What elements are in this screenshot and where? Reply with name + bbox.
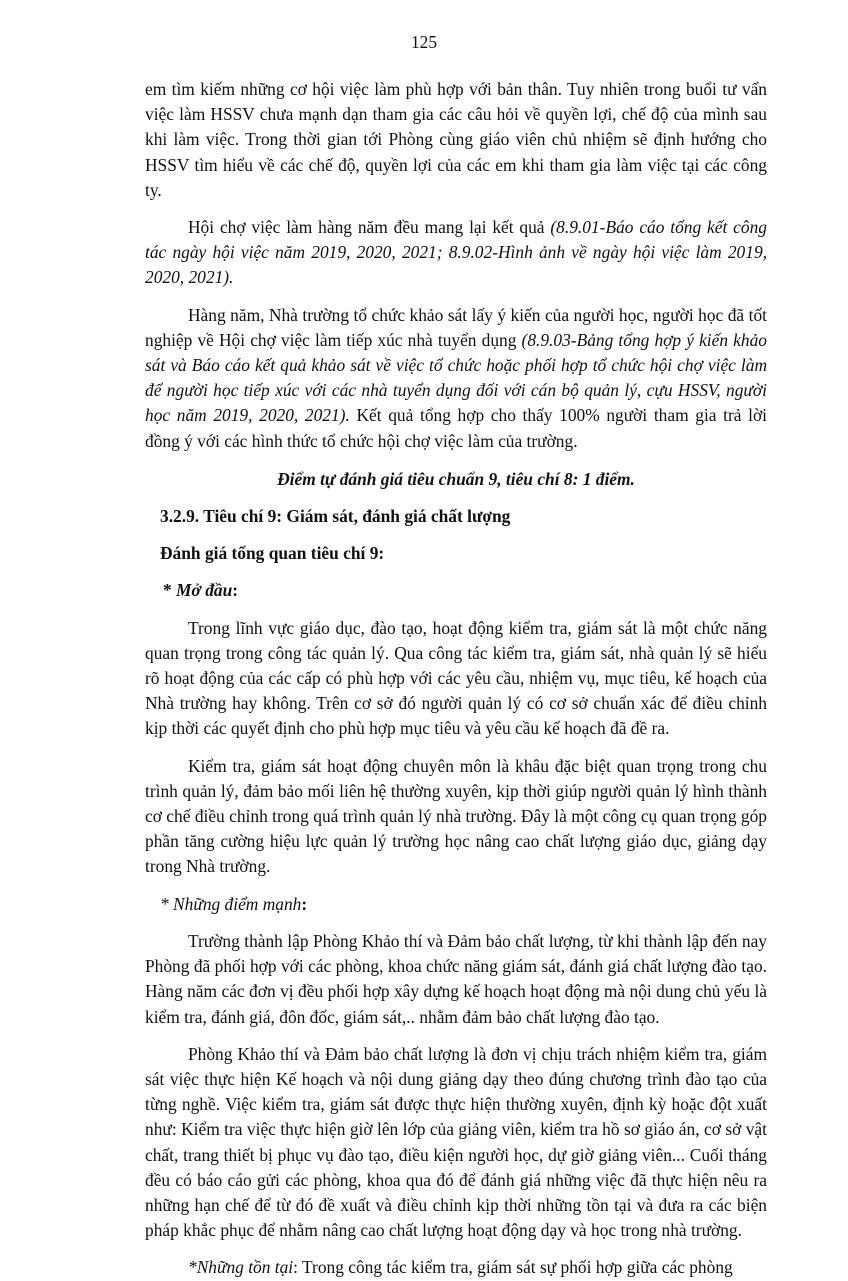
strengths-colon: : — [301, 893, 308, 914]
intro-label — [145, 578, 767, 603]
paragraph-3 — [145, 303, 767, 454]
paragraph-5: Kiểm tra, giám sát hoạt động chuyên môn là khâu đặc biệt quan trọng trong chu trình quản lý, đảm bảo mối liên hệ thường xuyên, kịp thời giúp người quản lý hình thành cơ chế điều chỉnh trong quá trình quản lý nhà trường. Đây là một công cụ quan trọng góp phần tăng cường hiệu lực quản lý trường học nâng cao chất lượng giáo dục, giảng dạy trong Nhà trường. — [145, 755, 767, 877]
intro-label-text: Mở đầu — [176, 580, 233, 601]
intro-colon: : — [232, 580, 239, 601]
paragraph-3-tail: Kết quả tổng hợp cho thấy 100% người tham gia trả lời đồng ý với các hình thức tổ chức hội chợ việc làm của trường. — [145, 405, 767, 451]
paragraph-7: Phòng Khảo thí và Đảm bảo chất lượng là đơn vị chịu trách nhiệm kiểm tra, giám sát việc thực hiện Kế hoạch và nội dung giảng dạy theo đúng chương trình đào tạo của từng nghề. Việc kiểm tra, giám sát được thực hiện thường xuyên, định kỳ hoặc đột xuất như: Kiểm tra việc thực hiện giờ lên lớp của giảng viên, kiểm tra hồ sơ giáo án, cơ sở vật chất, trang thiết bị phục vụ đào tạo, điều kiện người học, dự giờ giảng viên... Cuối tháng đều có báo cáo gửi các phòng, khoa qua đó để đánh giá những việc đã thực hiện nêu ra những hạn chế để từ đó đề xuất và điều chỉnh kịp thời những tồn tại và đưa ra các biện pháp khắc phục để nhằm nâng cao chất lượng hoạt động dạy và học trong nhà trường. — [145, 1043, 767, 1241]
weaknesses-text: : Trong công tác kiểm tra, giám sát sự phối hợp giữa các phòng — [293, 1257, 733, 1278]
paragraph-2-text: Hội chợ việc làm hàng năm đều mang lại kết quả — [188, 217, 551, 238]
paragraph-3-reference: (8.9.03-Bảng tổng hợp ý kiến khảo sát và Báo cáo kết quả khảo sát về việc tổ chức hoặc phối hợp tổ chức hội chợ việc làm để người học tiếp xúc với các nhà tuyển dụng đối với cán bộ quản lý, cựu HSSV, người học năm 2019, 2020, 2021). — [145, 329, 767, 426]
paragraph-3-text: Hàng năm, Nhà trường tổ chức khảo sát lấy ý kiến của người học, người học đã tốt nghiệp về Hội chợ việc làm tiếp xúc nhà tuyển dụng — [145, 304, 767, 350]
strengths-label-text: * Những điểm mạnh — [160, 893, 302, 914]
paragraph-2 — [145, 215, 767, 291]
paragraph-4: Trong lĩnh vực giáo dục, đào tạo, hoạt động kiểm tra, giám sát là một chức năng quan trọng trong công tác quản lý. Qua công tác kiểm tra, giám sát, nhà quản lý sẽ hiểu rõ hoạt động của các cấp có phù hợp với các yêu cầu, nhiệm vụ, mục tiêu, kế hoạch của Nhà trường hay không. Trên cơ sở đó người quản lý có cơ sở chuẩn xác để điều chỉnh kịp thời các quyết định cho phù hợp mục tiêu và yêu cầu kế hoạch đã đề ra. — [145, 617, 767, 739]
intro-star: * — [163, 580, 177, 601]
page-body — [145, 77, 767, 1281]
paragraph-1: em tìm kiếm những cơ hội việc làm phù hợp với bản thân. Tuy nhiên trong buổi tư vấn việc làm HSSV chưa mạnh dạn tham gia các câu hỏi về quyền lợi, chế độ của mình sau khi làm việc. Trong thời gian tới Phòng cùng giáo viên chủ nhiệm sẽ định hướng cho HSSV tìm hiểu về các chế độ, quyền lợi của các em khi tham gia làm việc tại các công ty. — [145, 79, 767, 200]
page-number: 125 — [410, 32, 438, 52]
paragraph-6: Trường thành lập Phòng Khảo thí và Đảm bảo chất lượng, từ khi thành lập đến nay Phòng đã phối hợp với các phòng, khoa chức năng giám sát, đánh giá chất lượng đào tạo. Hàng năm các đơn vị đều phối hợp xây dựng kế hoạch hoạt động mà nội dung chủ yếu là kiểm tra, đánh giá, đôn đốc, giám sát,.. nhằm đảm bảo chất lượng đào tạo. — [145, 930, 767, 1027]
weaknesses-paragraph — [145, 1255, 767, 1280]
paragraph-2-reference: (8.9.01-Báo cáo tổng kết công tác ngày hội việc năm 2019, 2020, 2021; 8.9.02-Hình ảnh về ngày hội việc làm 2019, 2020, 2021). — [145, 217, 767, 288]
self-assessment-score: Điểm tự đánh giá tiêu chuẩn 9, tiêu chí 8: 1 điểm. — [277, 468, 635, 489]
weaknesses-label: *Những tồn tại — [188, 1257, 294, 1278]
overview-heading: Đánh giá tổng quan tiêu chí 9: — [160, 543, 385, 564]
strengths-label — [145, 892, 767, 917]
section-heading: 3.2.9. Tiêu chí 9: Giám sát, đánh giá chất lượng — [160, 506, 511, 527]
